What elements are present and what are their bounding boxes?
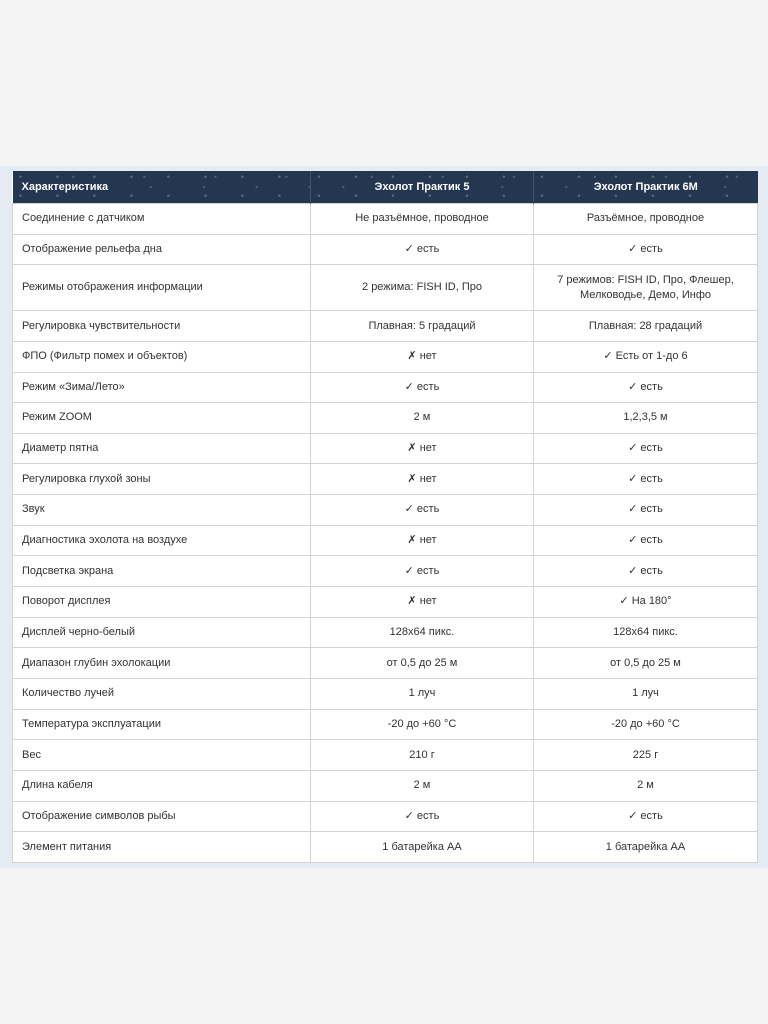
row-label: Количество лучей [13,678,311,709]
value-praktik-5: ✓ есть [311,495,534,526]
value-praktik-6m: ✓ есть [534,556,758,587]
table-row [13,556,758,587]
row-label: Диапазон глубин эхолокации [13,648,311,679]
row-label: Элемент питания [13,832,311,863]
value-praktik-5: 210 г [311,740,534,771]
value-praktik-5: ✗ нет [311,587,534,618]
value-praktik-5: ✗ нет [311,341,534,372]
value-praktik-6m: 1 луч [534,678,758,709]
row-label: Регулировка чувствительности [13,311,311,342]
table-row [13,464,758,495]
table-row [13,587,758,618]
header-praktik-6m: Эхолот Практик 6М [534,171,758,204]
value-praktik-6m: ✓ есть [534,495,758,526]
value-praktik-5: Не разъёмное, проводное [311,204,534,235]
value-praktik-6m: ✓ есть [534,464,758,495]
table-row [13,648,758,679]
value-praktik-6m: 1,2,3,5 м [534,403,758,434]
row-label: Длина кабеля [13,770,311,801]
value-praktik-6m: ✓ есть [534,372,758,403]
table-row [13,740,758,771]
row-label: Звук [13,495,311,526]
value-praktik-5: 128x64 пикс. [311,617,534,648]
value-praktik-5: ✗ нет [311,433,534,464]
value-praktik-5: 1 батарейка АА [311,832,534,863]
value-praktik-6m: 225 г [534,740,758,771]
value-praktik-5: Плавная: 5 градаций [311,311,534,342]
row-label: Подсветка экрана [13,556,311,587]
header-characteristic: Характеристика [13,171,311,204]
value-praktik-5: -20 до +60 °C [311,709,534,740]
row-label: Отображение рельефа дна [13,234,311,265]
row-label: Режим ZOOM [13,403,311,434]
value-praktik-6m: Плавная: 28 градаций [534,311,758,342]
value-praktik-5: 1 луч [311,678,534,709]
value-praktik-5: ✓ есть [311,234,534,265]
table-row [13,341,758,372]
value-praktik-6m: ✓ есть [534,801,758,832]
value-praktik-5: ✗ нет [311,464,534,495]
value-praktik-6m: -20 до +60 °C [534,709,758,740]
row-label: Отображение символов рыбы [13,801,311,832]
table-row [13,801,758,832]
value-praktik-6m: ✓ На 180° [534,587,758,618]
value-praktik-6m: ✓ есть [534,234,758,265]
table-row [13,265,758,311]
value-praktik-6m: 7 режимов: FISH ID, Про, Флешер, Мелководье, Демо, Инфо [534,265,758,311]
table-row [13,832,758,863]
table-row [13,403,758,434]
value-praktik-6m: ✓ есть [534,525,758,556]
row-label: Вес [13,740,311,771]
value-praktik-5: ✓ есть [311,372,534,403]
value-praktik-6m: ✓ есть [534,433,758,464]
value-praktik-6m: 128x64 пикс. [534,617,758,648]
header-praktik-5: Эхолот Практик 5 [311,171,534,204]
value-praktik-5: ✓ есть [311,556,534,587]
comparison-table [12,171,758,863]
table-row [13,495,758,526]
table-header-row [13,171,758,204]
value-praktik-5: 2 режима: FISH ID, Про [311,265,534,311]
row-label: Соединение с датчиком [13,204,311,235]
value-praktik-5: ✓ есть [311,801,534,832]
row-label: Режим «Зима/Лето» [13,372,311,403]
row-label: Диаметр пятна [13,433,311,464]
row-label: Дисплей черно-белый [13,617,311,648]
table-row [13,234,758,265]
value-praktik-5: 2 м [311,770,534,801]
value-praktik-6m: 2 м [534,770,758,801]
row-label: Регулировка глухой зоны [13,464,311,495]
value-praktik-5: ✗ нет [311,525,534,556]
value-praktik-5: от 0,5 до 25 м [311,648,534,679]
table-row [13,770,758,801]
row-label: Температура эксплуатации [13,709,311,740]
row-label: ФПО (Фильтр помех и объектов) [13,341,311,372]
row-label: Диагностика эхолота на воздухе [13,525,311,556]
table-row [13,617,758,648]
table-row [13,372,758,403]
table-row [13,709,758,740]
table-row [13,311,758,342]
value-praktik-6m: Разъёмное, проводное [534,204,758,235]
table-row [13,525,758,556]
value-praktik-6m: ✓ Есть от 1-до 6 [534,341,758,372]
value-praktik-6m: от 0,5 до 25 м [534,648,758,679]
table-row [13,204,758,235]
table-row [13,433,758,464]
value-praktik-6m: 1 батарейка АА [534,832,758,863]
row-label: Поворот дисплея [13,587,311,618]
value-praktik-5: 2 м [311,403,534,434]
table-row [13,678,758,709]
row-label: Режимы отображения информации [13,265,311,311]
